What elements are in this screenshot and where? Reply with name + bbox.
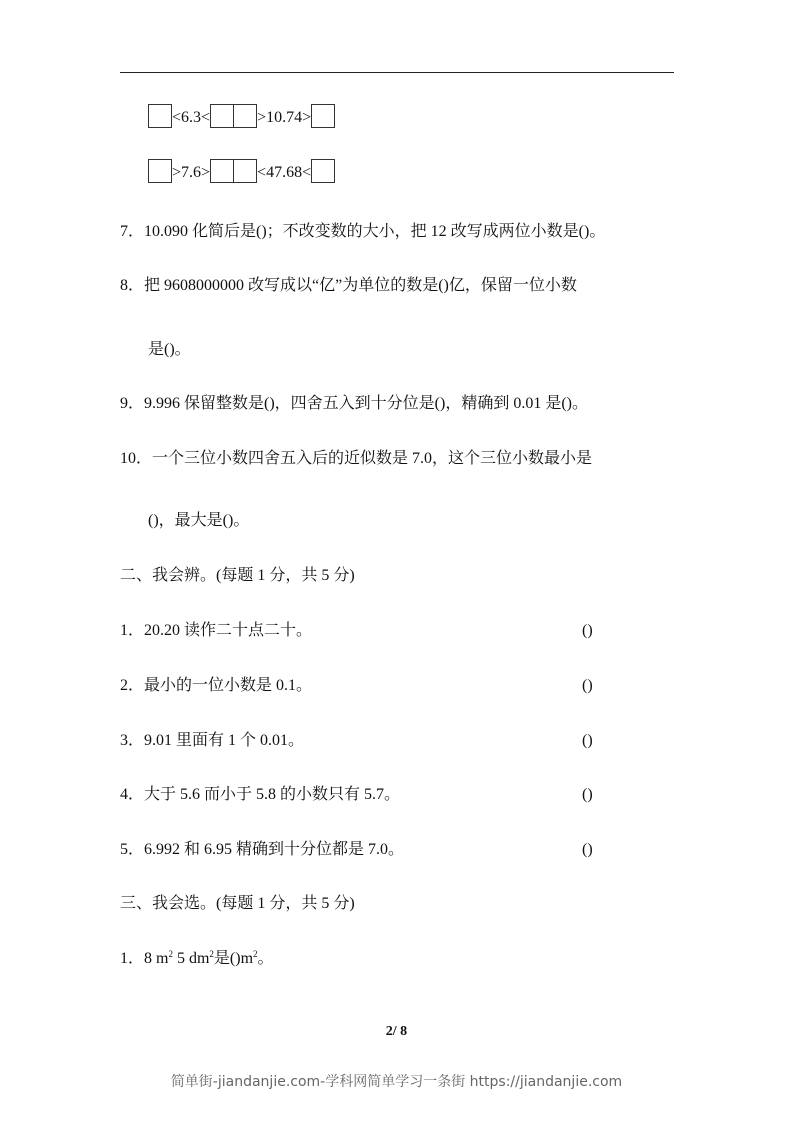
answer-box[interactable] — [148, 104, 172, 128]
answer-box[interactable] — [311, 159, 335, 183]
judge-item-4: 4．大于 5.6 而小于 5.8 的小数只有 5.7。 — [120, 786, 401, 803]
judge-item-1: 1．20.20 读作二十点二十。 — [120, 622, 313, 639]
question-9: 9．9.996 保留整数是()，四舍五入到十分位是()，精确到 0.01 是()。 — [120, 395, 588, 412]
judge-answer-3[interactable]: () — [582, 732, 593, 749]
answer-box[interactable] — [210, 104, 234, 128]
question-10-line-1: 10．一个三位小数四舍五入后的近似数是 7.0，这个三位小数最小是 — [120, 450, 593, 467]
section-3-title: 三、我会选。(每题 1 分，共 5 分) — [120, 895, 355, 912]
q1-sup: 2 — [168, 949, 173, 959]
judge-item-2: 2．最小的一位小数是 0.1。 — [120, 677, 313, 694]
choice-question-1 — [120, 948, 274, 970]
q1-part: 5 dm — [172, 950, 210, 967]
q1-part: 是()m — [213, 950, 254, 967]
answer-box[interactable] — [210, 159, 234, 183]
fill-row-1 — [148, 104, 335, 129]
question-8-line-2: 是()。 — [148, 341, 191, 358]
q1-part: 1．8 m — [120, 950, 169, 967]
judge-answer-2[interactable]: () — [582, 677, 593, 694]
judge-answer-1[interactable]: () — [582, 622, 593, 639]
answer-box[interactable] — [148, 159, 172, 183]
header-rule — [120, 72, 674, 73]
fill-text: >10.74> — [257, 109, 312, 126]
fill-row-2 — [148, 159, 335, 184]
answer-box[interactable] — [233, 104, 257, 128]
q1-part: 。 — [257, 950, 274, 967]
source-footer: 简单街-jiandanjie.com-学科网简单学习一条街 https://jiandanjie.com — [170, 1074, 623, 1090]
answer-box[interactable] — [233, 159, 257, 183]
fill-text: <6.3< — [172, 109, 211, 126]
question-10-line-2: ()，最大是()。 — [148, 512, 250, 529]
section-2-title: 二、我会辨。(每题 1 分，共 5 分) — [120, 567, 355, 584]
judge-item-3: 3．9.01 里面有 1 个 0.01。 — [120, 732, 305, 749]
q1-sup: 2 — [253, 949, 258, 959]
question-8-line-1: 8．把 9608000000 改写成以“亿”为单位的数是()亿，保留一位小数 — [120, 277, 577, 294]
judge-item-5: 5．6.992 和 6.95 精确到十分位都是 7.0。 — [120, 841, 405, 858]
page-number: 2/ 8 — [385, 1024, 408, 1039]
judge-answer-4[interactable]: () — [582, 786, 593, 803]
fill-text: >7.6> — [172, 164, 211, 181]
question-7: 7．10.090 化简后是()；不改变数的大小，把 12 改写成两位小数是()。 — [120, 223, 606, 240]
q1-sup: 2 — [209, 949, 214, 959]
fill-text: <47.68< — [257, 164, 312, 181]
answer-box[interactable] — [311, 104, 335, 128]
judge-answer-5[interactable]: () — [582, 841, 593, 858]
